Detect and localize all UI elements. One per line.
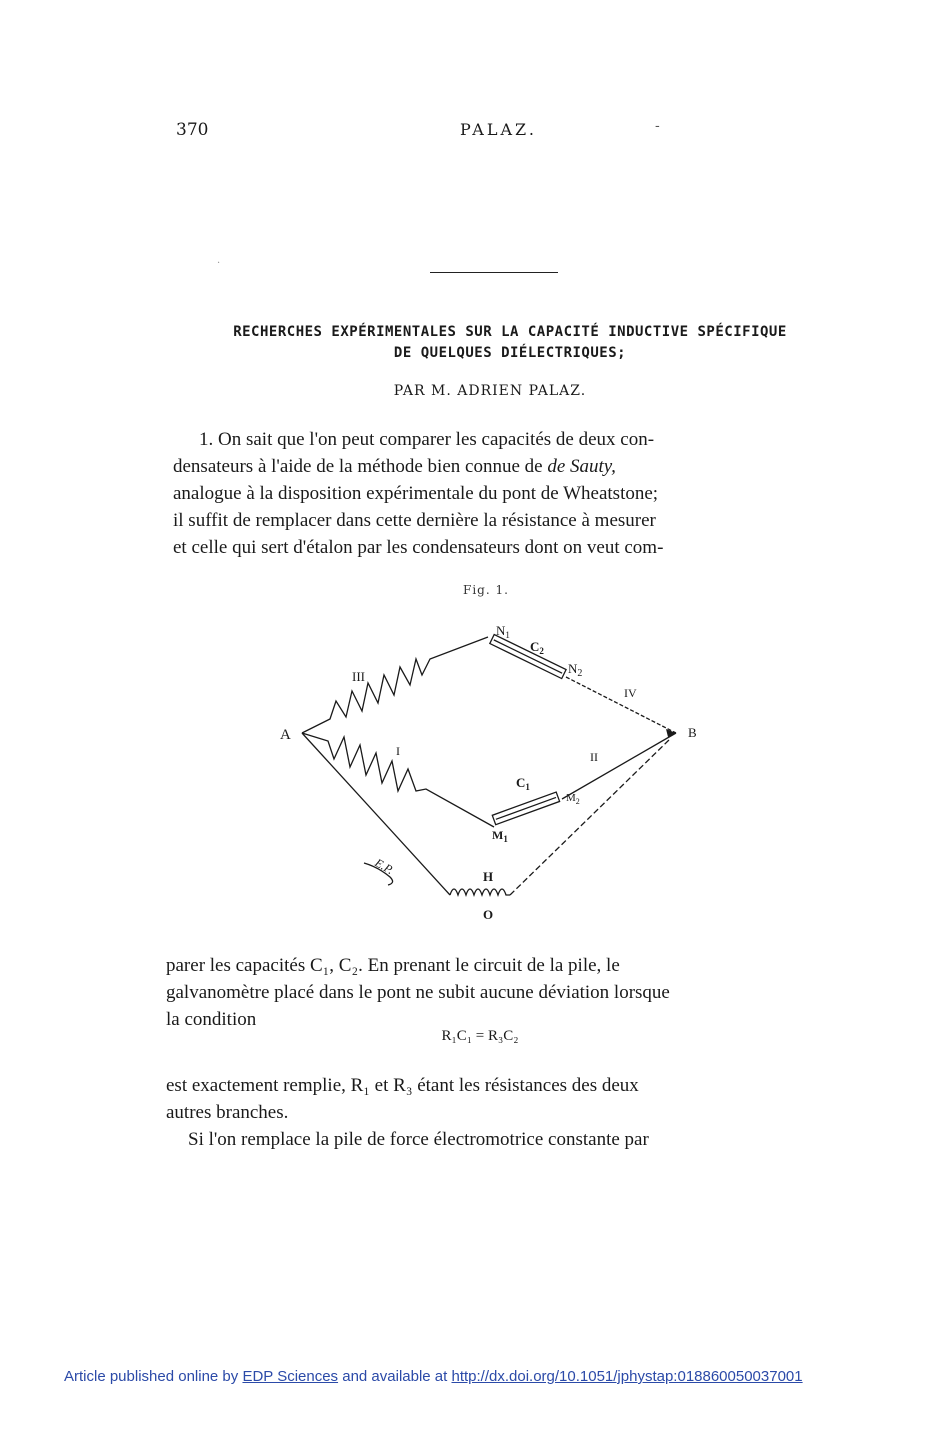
para3-line-1: est exactement remplie, R₁ et R₃ étant les résistances des deux [166, 1075, 639, 1096]
para1-line-2-text: densateurs à l'aide de la méthode bien connue de [173, 456, 548, 477]
section-number: 1. [199, 429, 214, 450]
doi-link[interactable]: http://dx.doi.org/10.1051/jphystap:018860050037001 [451, 1368, 803, 1385]
para1-line-5: et celle qui sert d'étalon par les condensateurs dont on veut com- [173, 537, 664, 558]
label-M2: $M_2$ [566, 792, 580, 806]
footer-prefix: Article published online by [64, 1368, 243, 1385]
label-III: III [352, 669, 365, 684]
label-B: B [688, 725, 697, 740]
resistor-III [302, 637, 488, 733]
paragraph-2 [166, 952, 802, 1033]
figure-caption: Fig. 1. [463, 583, 509, 597]
para3-line-2: autres branches. [166, 1102, 289, 1123]
label-O: O [483, 907, 494, 922]
label-C2: $C_2$ [530, 639, 544, 656]
label-IV: IV [624, 686, 637, 700]
para2-line-1: parer les capacités C₁, C₂. En prenant le circuit de la pile, le [166, 955, 620, 976]
label-N2: $N_2$ [568, 661, 583, 679]
label-EP: E.P. [372, 855, 397, 878]
paragraph-3 [166, 1072, 802, 1126]
battery-branch-AO [302, 733, 450, 895]
para1-line-1 [173, 426, 809, 453]
para1-line-4: il suffit de remplacer dans cette dernière la résistance à mesurer [173, 510, 656, 531]
publication-footer [64, 1368, 803, 1385]
branch-II [562, 733, 676, 799]
capacitor-C2 [490, 635, 566, 679]
label-I: I [396, 744, 400, 758]
label-C1: $C_1$ [516, 775, 530, 792]
label-M1: $M_1$ [492, 828, 508, 844]
para2-line-3: la condition [166, 1009, 257, 1030]
footer-middle: and available at [338, 1368, 452, 1385]
article-title-line-2: DE QUELQUES DIÉLECTRIQUES; [393, 345, 627, 361]
article-title-line-1: RECHERCHES EXPÉRIMENTALES SUR LA CAPACITÉ INDUCTIVE SPÉCIFIQUE [233, 324, 787, 340]
label-A: A [280, 727, 291, 743]
author-name-italic: de Sauty, [547, 456, 616, 477]
label-N1: $N_1$ [496, 623, 510, 640]
stray-dot: · [217, 258, 221, 269]
section-rule [430, 272, 558, 273]
para1-line-1-text: On sait que l'on peut comparer les capacités de deux con- [218, 429, 655, 450]
capacitor-C1 [492, 792, 559, 825]
equation: R₁C₁ = R₃C₂ [441, 1028, 519, 1044]
page-number: 370 [176, 120, 209, 140]
paragraph-4 [166, 1126, 802, 1153]
bridge-circuit-diagram [270, 615, 710, 935]
stray-mark: - [655, 118, 660, 134]
publisher-link[interactable]: EDP Sciences [242, 1368, 339, 1385]
label-H: H [483, 869, 494, 884]
galvanometer-coil-H [450, 889, 510, 895]
para1-line-2 [173, 453, 809, 480]
label-II: II [590, 750, 598, 764]
para4-line-1: Si l'on remplace la pile de force électromotrice constante par [188, 1129, 649, 1150]
branch-IV [566, 677, 676, 733]
running-head: PALAZ. [460, 120, 537, 139]
para2-line-2: galvanomètre placé dans le pont ne subit aucune déviation lorsque [166, 982, 670, 1003]
paragraph-1 [173, 426, 809, 561]
author-byline: PAR M. ADRIEN PALAZ. [393, 383, 587, 399]
para1-line-3: analogue à la disposition expérimentale du pont de Wheatstone; [173, 483, 659, 504]
